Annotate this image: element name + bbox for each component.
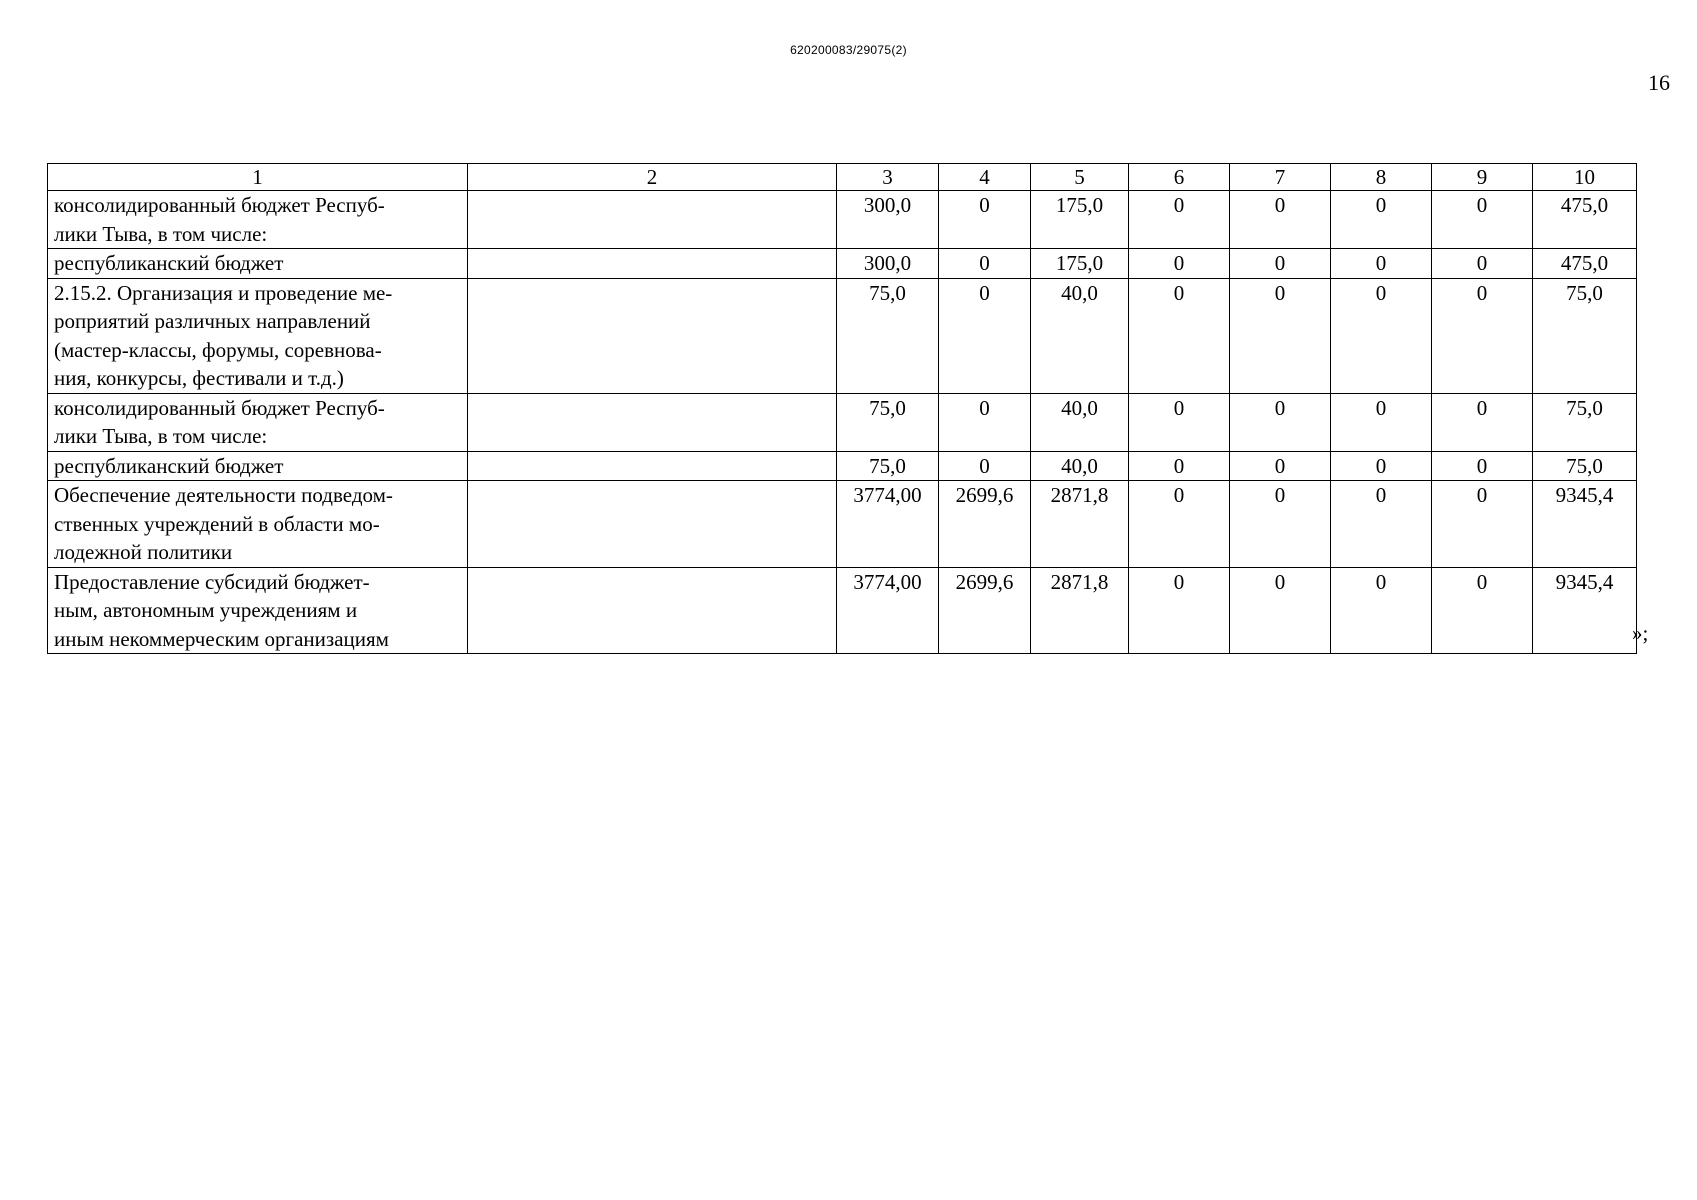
value-cell: 0 xyxy=(939,249,1031,279)
value-cell: 0 xyxy=(1432,393,1533,451)
row-name-line: консолидированный бюджет Респуб- xyxy=(54,395,385,420)
header-cell: 9 xyxy=(1432,164,1533,191)
table-row xyxy=(48,393,1637,451)
value-cell: 0 xyxy=(1331,278,1432,393)
table-row xyxy=(48,567,1637,654)
header-cell: 10 xyxy=(1533,164,1637,191)
row-name-cell xyxy=(48,451,468,481)
value-cell: 0 xyxy=(1331,249,1432,279)
value-cell: 40,0 xyxy=(1031,278,1129,393)
column-2-cell xyxy=(468,249,837,279)
page-number: 16 xyxy=(1648,70,1670,95)
value-cell: 475,0 xyxy=(1533,249,1637,279)
value-cell: 75,0 xyxy=(1533,393,1637,451)
row-name-line: Предоставление субсидий бюджет- xyxy=(54,569,370,594)
row-name-cell xyxy=(48,393,468,451)
value-cell: 40,0 xyxy=(1031,451,1129,481)
value-cell: 0 xyxy=(939,451,1031,481)
table-body xyxy=(48,164,1637,654)
row-name-cell xyxy=(48,481,468,568)
table-row xyxy=(48,451,1637,481)
value-cell: 0 xyxy=(1432,249,1533,279)
row-name-cell xyxy=(48,249,468,279)
value-cell: 0 xyxy=(1331,481,1432,568)
column-2-cell xyxy=(468,393,837,451)
value-cell: 9345,4 xyxy=(1533,481,1637,568)
value-cell: 0 xyxy=(1230,567,1331,654)
value-cell: 0 xyxy=(1432,451,1533,481)
value-cell: 9345,4 xyxy=(1533,567,1637,654)
row-name-cell xyxy=(48,567,468,654)
column-2-cell xyxy=(468,191,837,249)
value-cell: 0 xyxy=(1129,451,1230,481)
row-name-line: консолидированный бюджет Респуб- xyxy=(54,193,385,217)
header-cell: 6 xyxy=(1129,164,1230,191)
value-cell: 0 xyxy=(1230,393,1331,451)
value-cell: 0 xyxy=(1331,191,1432,249)
value-cell: 0 xyxy=(1129,481,1230,568)
value-cell: 75,0 xyxy=(837,278,939,393)
header-cell: 7 xyxy=(1230,164,1331,191)
value-cell: 0 xyxy=(939,278,1031,393)
value-cell: 300,0 xyxy=(837,249,939,279)
value-cell: 175,0 xyxy=(1031,249,1129,279)
column-2-cell xyxy=(468,481,837,568)
header-cell: 1 xyxy=(48,164,468,191)
table-row xyxy=(48,249,1637,279)
value-cell: 475,0 xyxy=(1533,191,1637,249)
value-cell: 3774,00 xyxy=(837,481,939,568)
value-cell: 2699,6 xyxy=(939,481,1031,568)
row-name-line: ния, конкурсы, фестивали и т.д.) xyxy=(54,366,344,390)
value-cell: 300,0 xyxy=(837,191,939,249)
row-name-line: ным, автономным учреждениям и xyxy=(54,598,358,622)
value-cell: 0 xyxy=(1432,481,1533,568)
value-cell: 175,0 xyxy=(1031,191,1129,249)
value-cell: 75,0 xyxy=(1533,451,1637,481)
column-2-cell xyxy=(468,451,837,481)
value-cell: 2871,8 xyxy=(1031,567,1129,654)
header-cell: 3 xyxy=(837,164,939,191)
value-cell: 0 xyxy=(939,393,1031,451)
header-cell: 2 xyxy=(468,164,837,191)
row-name-line: ственных учреждений в области мо- xyxy=(54,511,380,536)
value-cell: 0 xyxy=(1129,191,1230,249)
document-id: 620200083/29075(2) xyxy=(790,43,907,57)
budget-table xyxy=(47,163,1637,654)
value-cell: 0 xyxy=(939,191,1031,249)
row-name-line: лодежной политики xyxy=(54,540,233,564)
value-cell: 0 xyxy=(1129,249,1230,279)
value-cell: 0 xyxy=(1129,393,1230,451)
header-cell: 5 xyxy=(1031,164,1129,191)
row-name-line: роприятий различных направлений xyxy=(54,309,371,333)
row-name-line: лики Тыва, в том числе: xyxy=(54,221,268,246)
value-cell: 0 xyxy=(1230,451,1331,481)
row-name-cell xyxy=(48,191,468,249)
value-cell: 0 xyxy=(1129,567,1230,654)
value-cell: 2871,8 xyxy=(1031,481,1129,568)
row-name-line: Обеспечение деятельности подведом- xyxy=(54,483,393,507)
value-cell: 75,0 xyxy=(837,451,939,481)
value-cell: 0 xyxy=(1432,191,1533,249)
row-name-line: (мастер-классы, форумы, соревнова- xyxy=(54,337,382,362)
value-cell: 40,0 xyxy=(1031,393,1129,451)
value-cell: 0 xyxy=(1129,278,1230,393)
value-cell: 0 xyxy=(1230,191,1331,249)
table-row xyxy=(48,481,1637,568)
row-name-line: 2.15.2. Организация и проведение ме- xyxy=(54,280,393,305)
table-row xyxy=(48,278,1637,393)
value-cell: 0 xyxy=(1432,278,1533,393)
closing-quote: »; xyxy=(1632,621,1649,645)
table-row xyxy=(48,191,1637,249)
row-name-line: республиканский бюджет xyxy=(54,251,284,275)
row-name-line: иным некоммерческим организациям xyxy=(54,626,389,651)
header-cell: 4 xyxy=(939,164,1031,191)
value-cell: 75,0 xyxy=(837,393,939,451)
header-row xyxy=(48,164,1637,191)
row-name-line: республиканский бюджет xyxy=(54,453,284,478)
column-2-cell xyxy=(468,567,837,654)
value-cell: 0 xyxy=(1432,567,1533,654)
row-name-line: лики Тыва, в том числе: xyxy=(54,424,268,448)
header-cell: 8 xyxy=(1331,164,1432,191)
value-cell: 75,0 xyxy=(1533,278,1637,393)
row-name-cell xyxy=(48,278,468,393)
value-cell: 0 xyxy=(1331,393,1432,451)
value-cell: 0 xyxy=(1230,249,1331,279)
value-cell: 3774,00 xyxy=(837,567,939,654)
value-cell: 0 xyxy=(1331,567,1432,654)
value-cell: 0 xyxy=(1230,278,1331,393)
column-2-cell xyxy=(468,278,837,393)
value-cell: 2699,6 xyxy=(939,567,1031,654)
value-cell: 0 xyxy=(1230,481,1331,568)
value-cell: 0 xyxy=(1331,451,1432,481)
